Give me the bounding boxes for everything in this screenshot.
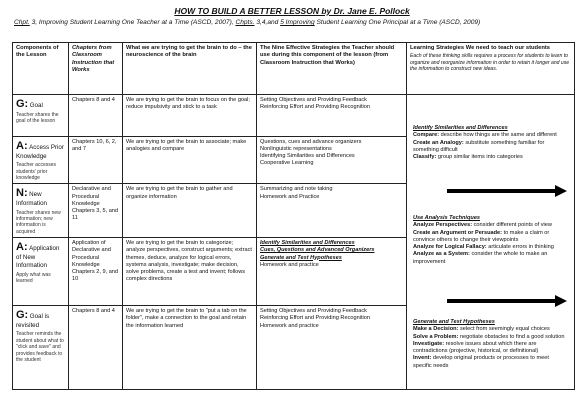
- component-letter: G:: [16, 309, 29, 322]
- component-desc: Teacher accesses students' prior knowledge: [16, 162, 57, 182]
- strategy-line: Nonlinguistic representations: [260, 146, 332, 153]
- strategy-line: Reinforcing Effort and Providing Recognition: [260, 315, 370, 322]
- strategy-line: Summarizing and note taking: [260, 186, 333, 193]
- nine-cell: [257, 95, 407, 137]
- table-row: [13, 95, 575, 137]
- strategy-line: Setting Objectives and Providing Feedback: [260, 97, 367, 103]
- chapters-cell: Declarative and Procedural Knowledge Chapters 3, 5, and 11: [69, 184, 123, 238]
- analysis-block: [413, 215, 568, 266]
- strategy-item: Analyze Perspectives: consider different points of view: [413, 222, 552, 229]
- strategy-line: Setting Objectives and Providing Feedback: [260, 308, 367, 315]
- hypotheses-block: [413, 319, 568, 370]
- strategy-line: Cues, Questions and Advanced Organizers: [260, 247, 375, 254]
- component-cell: [13, 137, 69, 184]
- document-subtitle: [14, 19, 574, 26]
- subtitle-chpts: Chpts.: [235, 19, 255, 26]
- chapters-cell: Application of Declarative and Procedural Knowledge Chapters 2, 9, and 10: [69, 238, 123, 306]
- subtitle-part: 3,4,and: [254, 19, 281, 26]
- component-letter: A:: [16, 241, 28, 254]
- component-desc: Teacher shares new information; new information is acquired: [16, 209, 61, 235]
- strategy-line: Identify Similarities and Differences: [260, 240, 355, 247]
- header-chapters: Chapters from Classroom Instruction that Works: [69, 43, 123, 95]
- component-letter: N:: [16, 187, 28, 200]
- component-desc: Teacher reminds the student about what to "click and save" and provides feedback to the student: [16, 331, 64, 363]
- component-label: Access Prior Knowledge: [16, 144, 64, 161]
- strategy-line: Reinforcing Effort and Providing Recognition: [260, 104, 370, 111]
- strategy-item: Create an Argument or Persuade: to make a claim or convince others to change their viewpoints: [413, 229, 550, 243]
- strategy-item: Analyze as a System: consider the whole to make an improvement: [413, 251, 548, 265]
- strategy-item: Analyze for Logical Fallacy: articulate errors in thinking: [413, 244, 554, 251]
- component-label: Application of New Information: [16, 245, 60, 270]
- document-title: HOW TO BUILD A BETTER LESSON by Dr. Jane E. Pollock: [174, 6, 410, 16]
- strategy-item: Create an Analogy: substitute something familiar for something difficult: [413, 139, 545, 153]
- component-desc: Apply what was learned: [16, 271, 51, 284]
- brain-cell: We are trying to get the brain to focus on the goal; reduce impulsivity and stick to a task: [123, 95, 257, 137]
- component-letter: A:: [16, 140, 28, 152]
- chapters-cell: Chapters 8 and 4: [69, 306, 123, 390]
- brain-cell: We are trying to get the brain to gather and organize information: [123, 184, 257, 238]
- strategy-line: Questions, cues and advance organizers: [260, 139, 362, 145]
- nine-cell: [257, 137, 407, 184]
- component-desc: Teacher shares the goal of the lesson: [16, 112, 59, 125]
- lesson-table: [12, 42, 575, 390]
- strategy-item: Solve a Problem: negotiate obstacles to find a good solution: [413, 333, 565, 340]
- strategy-line: Homework and practice: [260, 322, 319, 329]
- learning-title: Learning Strategies We need to teach our students: [410, 45, 551, 51]
- strategy-item: Classify: group similar items into categories: [413, 154, 523, 161]
- header-learning-strategies: [407, 43, 575, 95]
- chapters-cell: Chapters 10, 6, 2, and 7: [69, 137, 123, 184]
- header-nine-strategies: The Nine Effective Strategies the Teacher should use during this component of the lesson (from Classroom Instruction that Works): [257, 43, 407, 95]
- component-cell: [13, 184, 69, 238]
- subtitle-part: 3, Improving Student Learning One Teacher at a Time (ASCD, 2007),: [29, 19, 236, 26]
- brain-cell: We are trying to get the brain to categorize; analyze perspectives, construct arguments; extract themes, deduce, analyze for logical errors, systems analysis, investigate; make decision, solve problems, create a test and invent; follows complex directions: [123, 238, 257, 306]
- subtitle-improving: 5 Improving: [280, 19, 315, 26]
- strategy-item: Make a Decision: select from seemingly equal choices: [413, 326, 550, 333]
- component-cell: [13, 306, 69, 390]
- brain-cell: We are trying to get the brain to associate; make analogies and compare: [123, 137, 257, 184]
- hypotheses-heading: Generate and Test Hypotheses: [413, 319, 495, 325]
- strategy-item: Investigate: resolve issues about which there are contradictions (projective, historical, or definitional): [413, 340, 539, 355]
- subtitle-chpt: Chpt.: [14, 19, 30, 26]
- strategy-line: Generate and Test Hypotheses: [260, 254, 342, 261]
- header-components: Components of the Lesson: [13, 43, 69, 95]
- component-cell: [13, 238, 69, 306]
- component-cell: [13, 95, 69, 137]
- learning-description: Each of these thinking skills requires a process for students to learn to organize and reorganize information in order to retain it longer and use the information to construct new ideas.: [410, 53, 570, 73]
- chapters-cell: Chapters 8 and 4: [69, 95, 123, 137]
- component-label: Goal is revisited: [16, 313, 50, 330]
- component-letter: G:: [16, 98, 29, 110]
- component-label: Goal: [29, 102, 43, 109]
- similarities-block: [413, 125, 568, 161]
- nine-cell: [257, 306, 407, 390]
- learning-strategies-cell: [407, 95, 575, 390]
- subtitle-part: Student Learning One Principal at a Time (ASCD, 2009): [314, 19, 481, 26]
- similarities-heading: Identify Similarities and Differences: [413, 125, 508, 131]
- analysis-heading: Use Analysis Techniques: [413, 215, 481, 221]
- strategy-line: Cooperative Learning: [260, 160, 314, 167]
- brain-cell: We are trying to get the brain to "put a tab on the folder", make a connection to the goal and retain the information learned: [123, 306, 257, 390]
- component-label: New Information: [16, 191, 47, 208]
- strategy-line: Identifying Similarities and Differences: [260, 153, 355, 160]
- header-row: [13, 43, 575, 95]
- nine-cell: [257, 184, 407, 238]
- strategy-line: Homework and Practice: [260, 193, 320, 200]
- nine-cell: [257, 238, 407, 306]
- strategy-item: Invent: develop original products or processes to meet specific needs: [413, 355, 549, 369]
- header-brain: What we are trying to get the brain to do – the neuroscience of the brain: [123, 43, 257, 95]
- strategy-line: Homework and practice: [260, 261, 319, 268]
- strategy-item: Compare: describe how things are the same and different: [413, 132, 557, 139]
